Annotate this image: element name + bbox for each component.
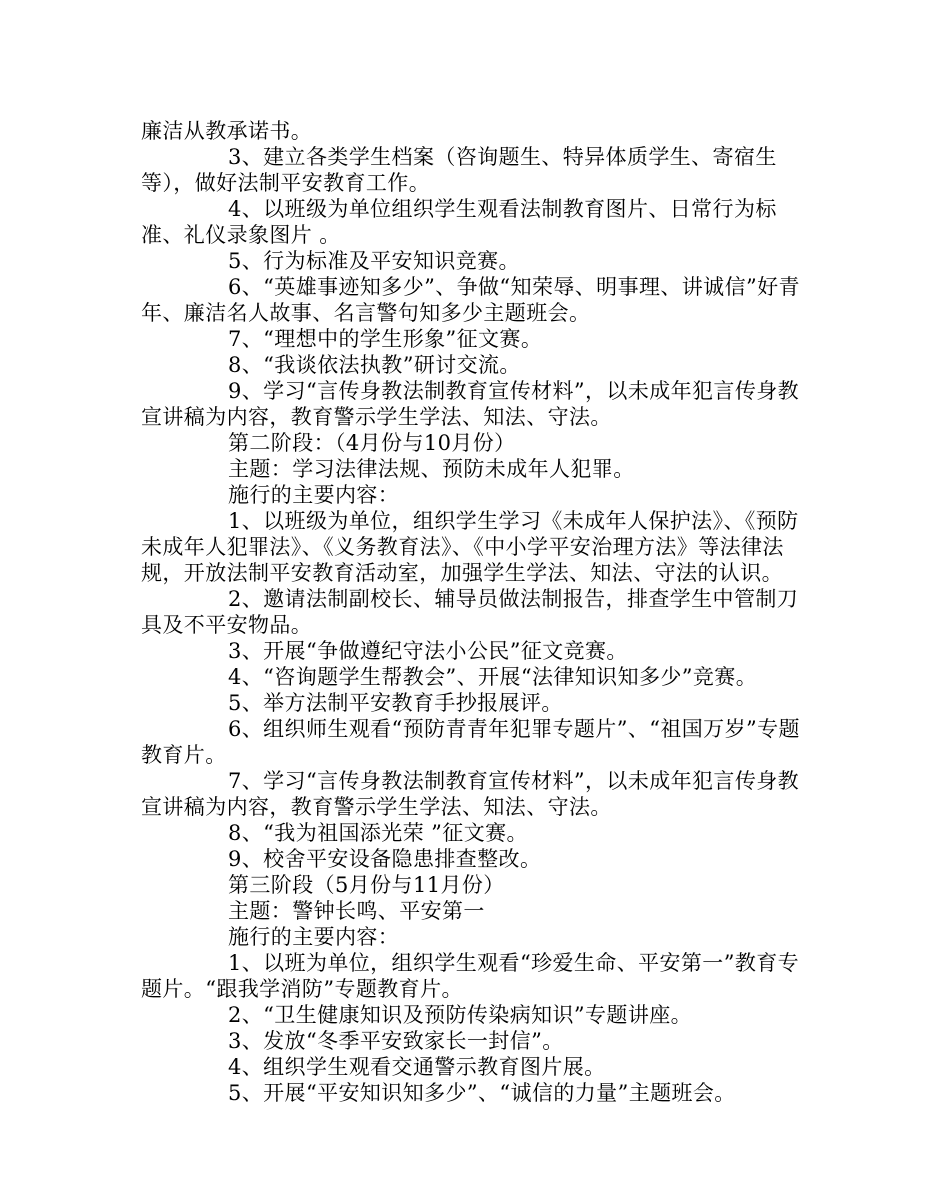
paragraph: 9、校舍平安设备隐患排查整改。: [228, 847, 542, 871]
paragraph: 第二阶段：（4月份与10月份）: [228, 431, 516, 455]
paragraph: 第三阶段（5月份与11月份）: [228, 873, 505, 897]
paragraph: 2、邀请法制副校长、辅导员做法制报告，排查学生中管制刀具及不平安物品。: [141, 587, 799, 637]
paragraph: 9、学习“言传身教法制教育宣传材料”，以未成年犯言传身教宣讲稿为内容，教育警示学生学法、知法、守法。: [141, 379, 800, 429]
paragraph: 3、建立各类学生档案（咨询题生、特异体质学生、寄宿生等），做好法制平安教育工作。: [141, 145, 777, 195]
paragraph: 4、“咨询题学生帮教会”、开展“法律知识知多少”竞赛。: [228, 665, 758, 689]
paragraph: 4、组织学生观看交通警示教育图片展。: [228, 1055, 606, 1079]
paragraph: 1、以班级为单位，组织学生学习《未成年人保护法》、《预防未成年人犯罪法》、《义务教育法》、《中小学平安治理方法》等法律法规，开放法制平安教育活动室，加强学生学法、知法、守法的认识。: [141, 509, 799, 585]
paragraph: 6、组织师生观看“预防青青年犯罪专题片”、“祖国万岁”专题教育片。: [141, 717, 800, 767]
paragraph: 廉洁从教承诺书。: [141, 119, 313, 143]
paragraph: 2、“卫生健康知识及预防传染病知识”专题讲座。: [228, 1003, 693, 1027]
document-body: [141, 118, 813, 1106]
paragraph: 7、“理想中的学生形象”征文赛。: [228, 327, 543, 351]
paragraph: 7、学习“言传身教法制教育宣传材料”，以未成年犯言传身教宣讲稿为内容，教育警示学生学法、知法、守法。: [141, 769, 800, 819]
paragraph: 主题：警钟长鸣、平安第一: [228, 899, 485, 923]
paragraph: 5、开展“平安知识知多少”、“诚信的力量”主题班会。: [228, 1081, 736, 1105]
paragraph: 施行的主要内容：: [228, 925, 400, 949]
paragraph: 3、发放“冬季平安致家长一封信”。: [228, 1029, 564, 1053]
paragraph: 5、行为标准及平安知识竞赛。: [228, 249, 520, 273]
paragraph: 3、开展“争做遵纪守法小公民”征文竞赛。: [228, 639, 628, 663]
paragraph: 主题：学习法律法规、预防未成年人犯罪。: [228, 457, 635, 481]
paragraph: 8、“我谈依法执教”研讨交流。: [228, 353, 521, 377]
paragraph: 4、以班级为单位组织学生观看法制教育图片、日常行为标准、礼仪录象图片 。: [141, 197, 777, 247]
paragraph: 1、以班为单位，组织学生观看“珍爱生命、平安第一”教育专题片。“跟我学消防”专题教育片。: [141, 951, 800, 1001]
paragraph: 5、举方法制平安教育手抄报展评。: [228, 691, 563, 715]
paragraph: 8、“我为祖国添光荣 ”征文赛。: [228, 821, 528, 845]
paragraph: 施行的主要内容：: [228, 483, 400, 507]
paragraph: 6、“英雄事迹知多少”、争做“知荣辱、明事理、讲诚信”好青年、廉洁名人故事、名言警句知多少主题班会。: [141, 275, 800, 325]
